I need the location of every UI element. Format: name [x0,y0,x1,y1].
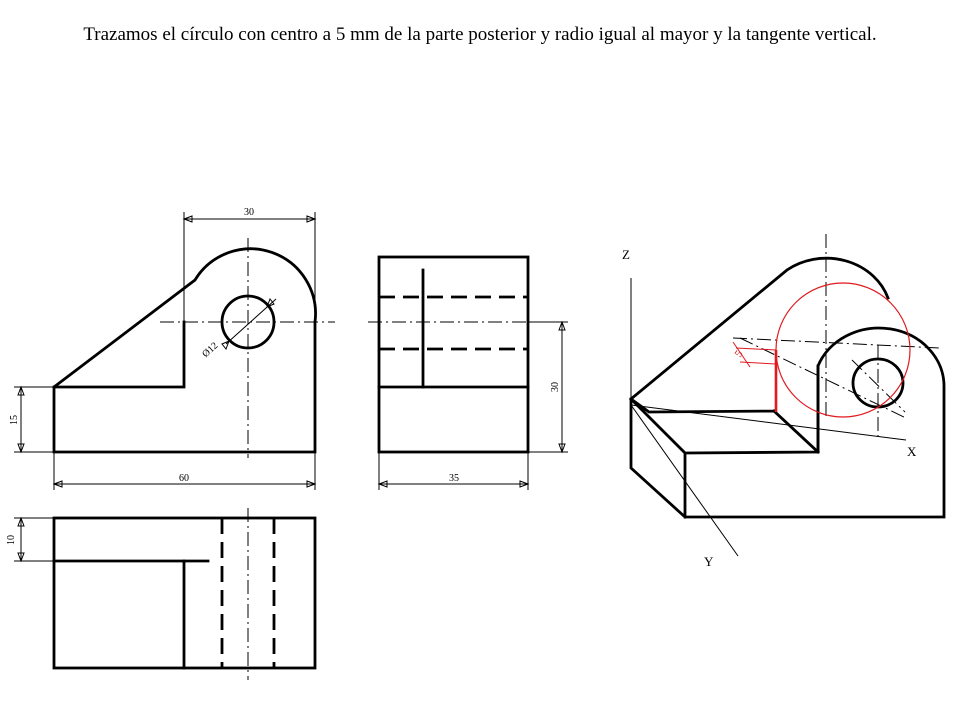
top-view [6,508,315,680]
side-view [368,257,568,490]
caption-title: Trazamos el círculo con centro a 5 mm de la parte posterior y radio igual al mayor y la tangente vertical. [83,24,877,45]
front-view-outline [54,249,316,452]
front-dim-60-label: 60 [179,473,189,484]
side-dim-30-label: 30 [550,382,561,392]
front-dim-30-label: 30 [244,207,254,218]
iso-axis-y-label: Y [704,554,714,569]
iso-axis-x-label: X [907,444,917,459]
side-dim-35-label: 35 [449,473,459,484]
isometric-view [622,234,944,569]
iso-axis-z-label: Z [622,247,630,262]
front-view [9,207,335,490]
iso-offset-label: 5 [732,348,746,360]
front-dim-15-label: 15 [9,415,20,425]
top-dim-10-label: 10 [6,535,17,545]
front-dim-diameter-label: Ø12 [200,340,221,360]
side-view-outline [379,257,528,452]
